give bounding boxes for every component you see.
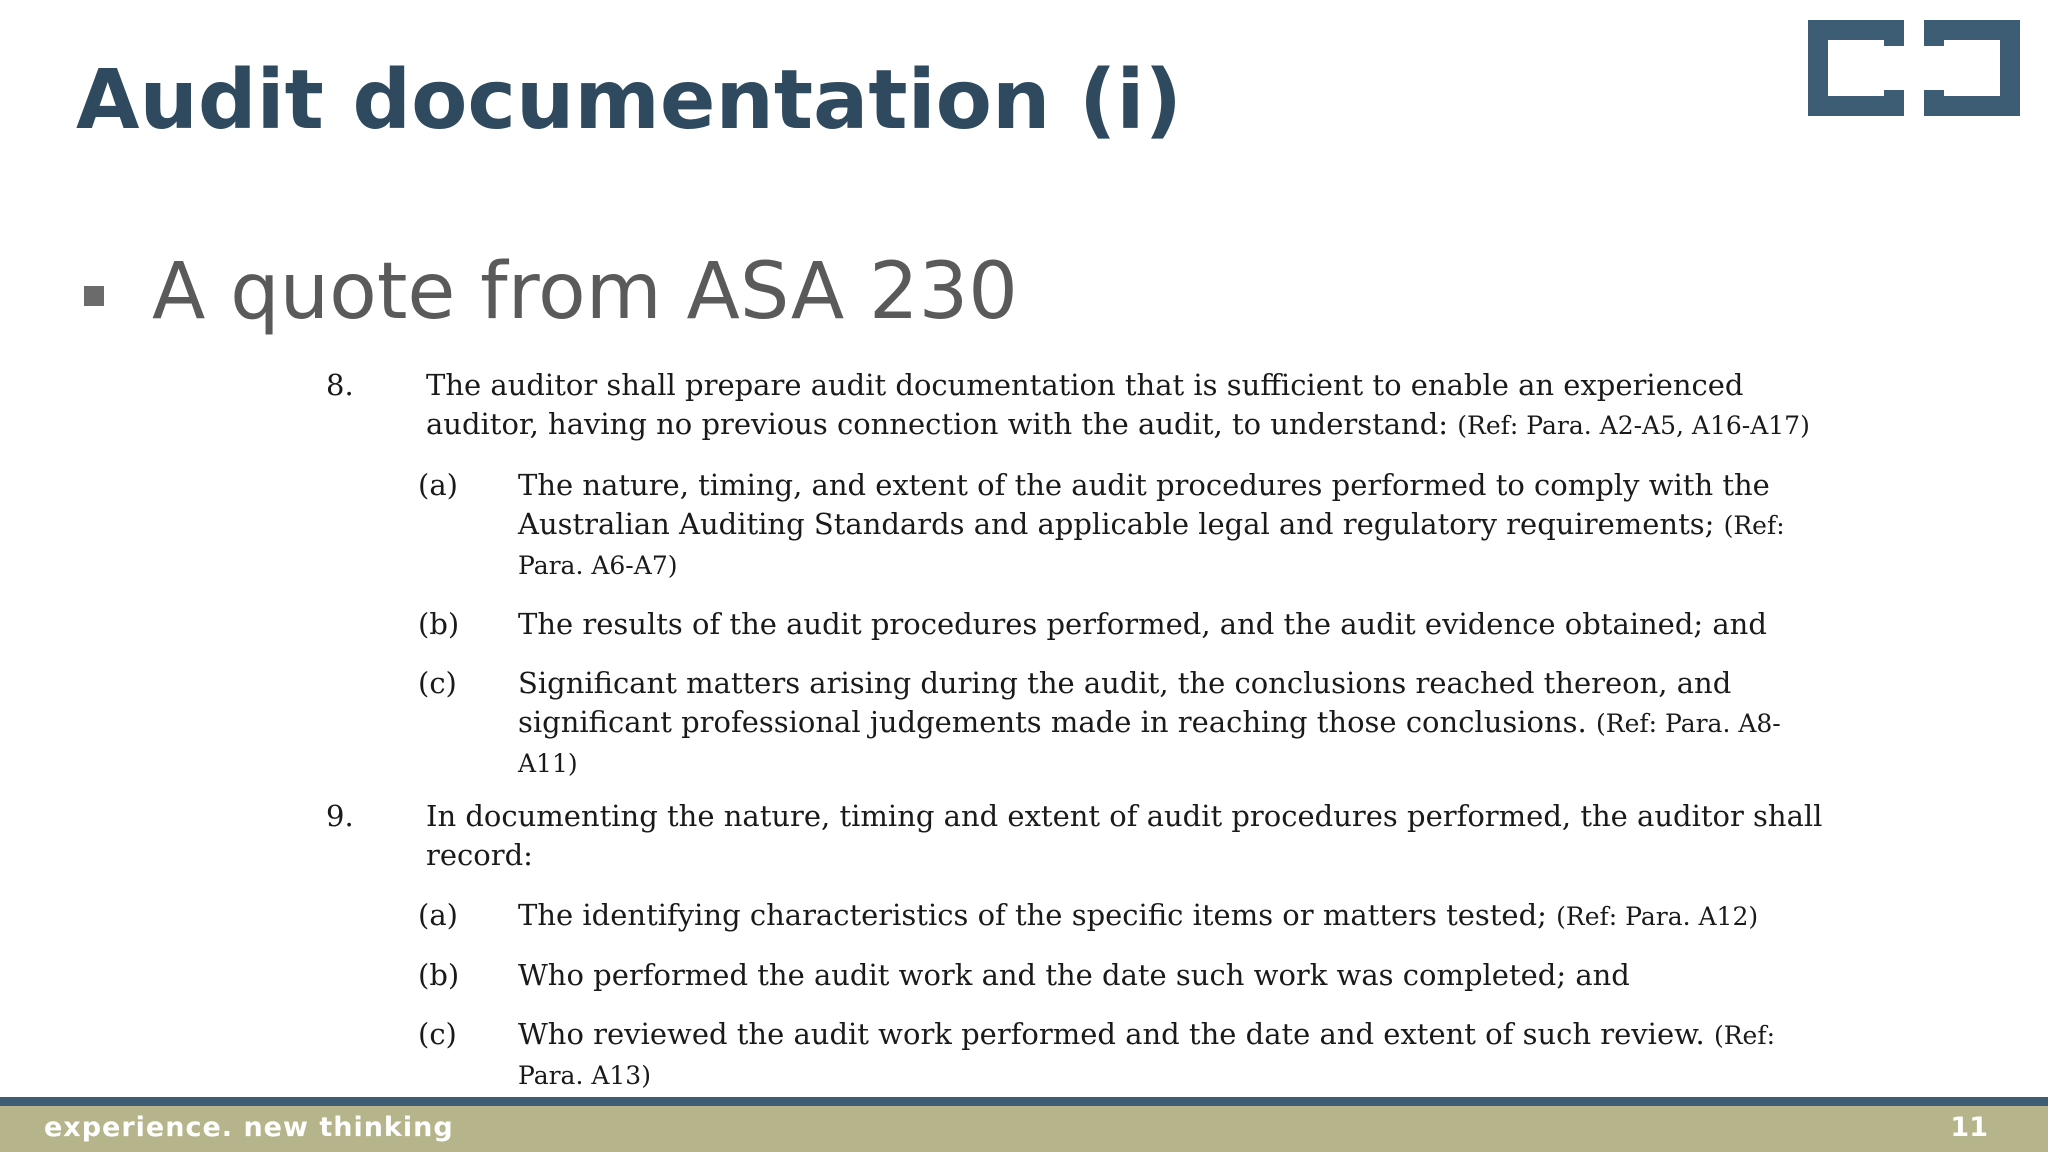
- paragraph-text: The auditor shall prepare audit documentation that is sufficient to enable an experienced auditor, having no previous connection with the audit, to understand:: [426, 368, 1744, 441]
- page-number: 11: [1950, 1112, 1988, 1143]
- item-text: Who performed the audit work and the date such work was completed; and: [518, 958, 1630, 992]
- footer-tagline: experience. new thinking: [44, 1112, 454, 1143]
- item-label: (a): [418, 898, 458, 932]
- slide-title: Audit documentation (i): [76, 53, 1182, 148]
- paragraph-8: [326, 366, 1826, 445]
- item-ref: (Ref: Para. A8-A11): [518, 709, 1781, 778]
- item-label: (b): [418, 607, 460, 641]
- footer-divider: [0, 1097, 2048, 1106]
- item-text: The results of the audit procedures performed, and the audit evidence obtained; and: [518, 607, 1767, 641]
- item-label: (c): [418, 1017, 457, 1051]
- footer-bar: [0, 1106, 2048, 1152]
- asa-230-quote: [326, 366, 1826, 1095]
- item-text: Who reviewed the audit work performed and the date and extent of such review.: [518, 1017, 1705, 1051]
- item-text: Significant matters arising during the audit, the conclusions reached thereon, and significant professional judgements made in reaching those conclusions.: [518, 666, 1732, 739]
- paragraph-8-item-b: [418, 605, 1826, 644]
- item-ref: (Ref: Para. A13): [518, 1021, 1776, 1090]
- paragraph-9: [326, 797, 1826, 875]
- item-label: (a): [418, 468, 458, 502]
- item-label: (c): [418, 666, 457, 700]
- paragraph-9-item-b: [418, 956, 1826, 995]
- paragraph-ref: (Ref: Para. A2-A5, A16-A17): [1457, 411, 1810, 440]
- company-logo-icon: [1808, 20, 2020, 116]
- paragraph-9-item-c: [418, 1015, 1826, 1095]
- bullet-text: A quote from ASA 230: [152, 247, 1018, 337]
- item-label: (b): [418, 958, 460, 992]
- bullet-marker-icon: [84, 286, 104, 306]
- paragraph-9-item-a: [418, 896, 1826, 936]
- item-text: The identifying characteristics of the specific items or matters tested;: [518, 898, 1547, 932]
- item-ref: (Ref: Para. A6-A7): [518, 511, 1785, 580]
- paragraph-number: 9.: [326, 799, 354, 833]
- paragraph-number: 8.: [326, 368, 354, 402]
- paragraph-text: In documenting the nature, timing and extent of audit procedures performed, the auditor shall record:: [426, 799, 1823, 872]
- paragraph-8-item-c: [418, 664, 1826, 783]
- item-text: The nature, timing, and extent of the audit procedures performed to comply with the Australian Auditing Standards and applicable legal and regulatory requirements;: [518, 468, 1770, 541]
- paragraph-8-item-a: [418, 466, 1826, 585]
- item-ref: (Ref: Para. A12): [1556, 902, 1759, 931]
